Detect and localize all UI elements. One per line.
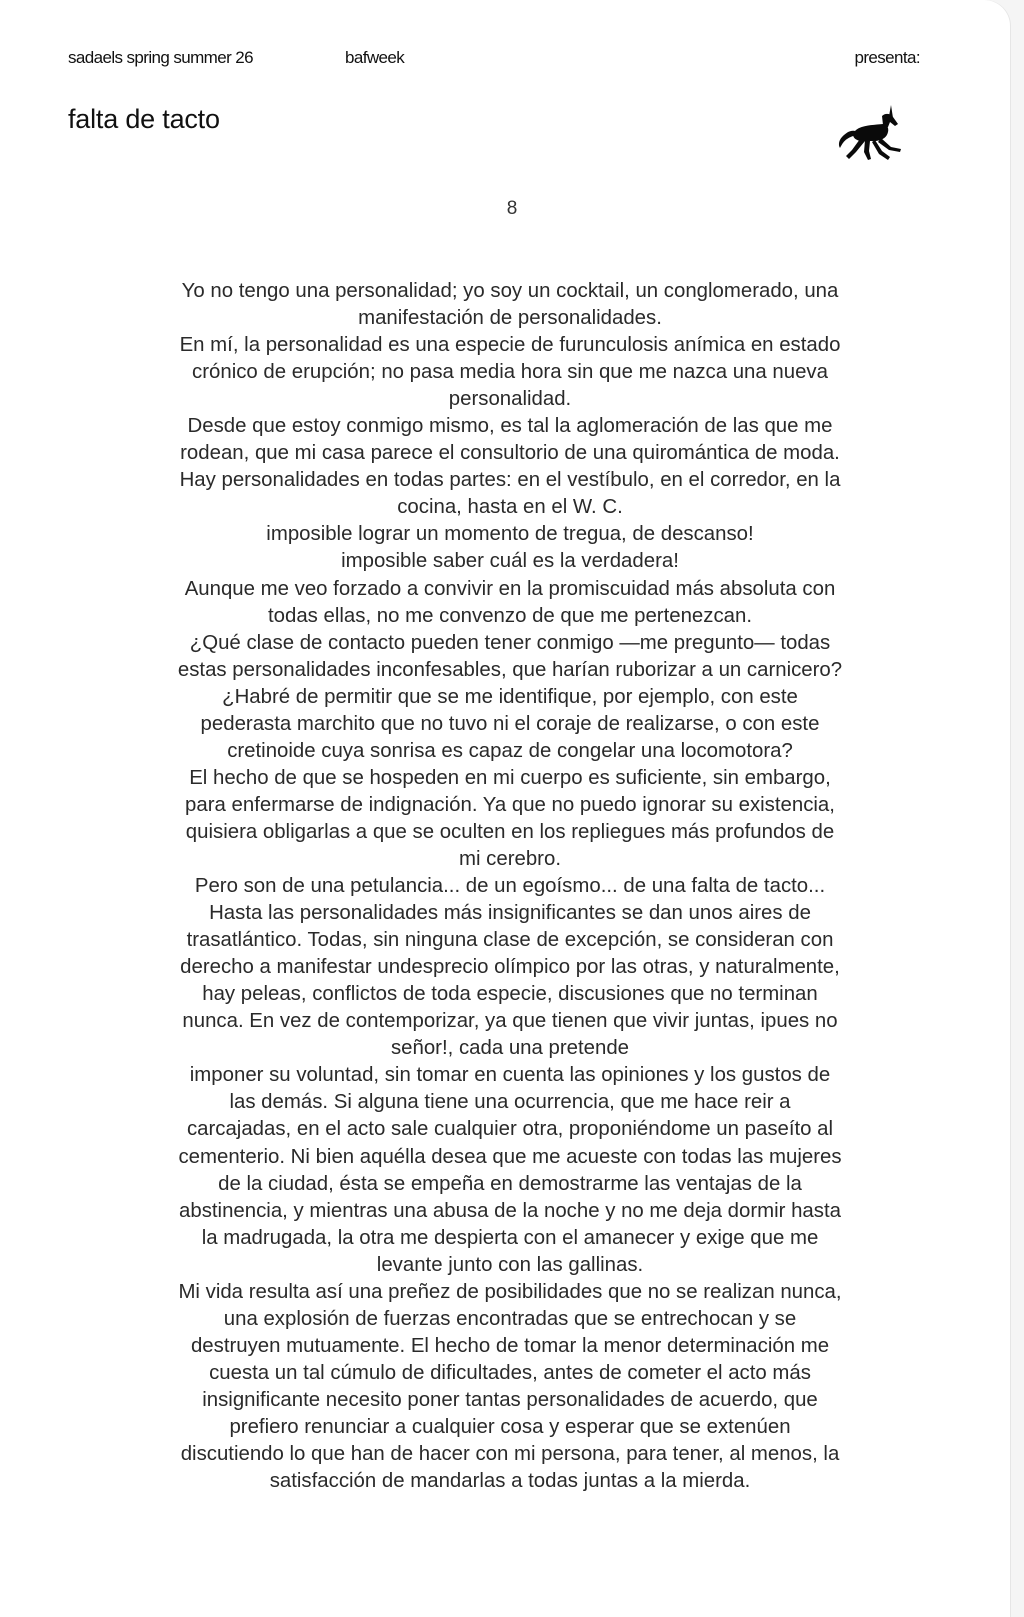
text-line: rodean, que mi casa parece el consultorio de una quiromántica de moda.	[180, 442, 840, 465]
text-line: ¿Habré de permitir que se me identifique, por ejemplo, con este	[222, 685, 798, 708]
text-line: pederasta marchito que no tuvo ni el coraje de realizarse, o con este	[200, 712, 820, 735]
text-line: mi cerebro.	[459, 847, 561, 870]
text-line: cretinoide cuya sonrisa es capaz de congelar una locomotora?	[227, 739, 793, 762]
text-line: quisiera obligarlas a que se oculten en los repliegues más profundos de	[185, 820, 835, 843]
presenta-label: presenta:	[854, 48, 920, 67]
text-line: crónico de erupción; no pasa media hora sin que me nazca una nueva	[192, 361, 828, 384]
text-line: levante junto con las gallinas.	[376, 1253, 644, 1276]
text-line: personalidad.	[448, 388, 572, 411]
event-label: bafweek	[345, 48, 405, 67]
page-number: 8	[506, 198, 518, 219]
text-line: las demás. Si alguna tiene una ocurrencia, que me hace reir a	[229, 1091, 791, 1114]
text-line: imposible lograr un momento de tregua, de descanso!	[266, 523, 754, 546]
text-line: Aunque me veo forzado a convivir en la promiscuidad más absoluta con	[184, 577, 836, 600]
text-line: abstinencia, y mientras una abusa de la noche y no me deja dormir hasta	[179, 1199, 841, 1222]
text-line: estas personalidades inconfesables, que harían ruborizar a un carnicero?	[177, 658, 843, 681]
text-line: cocina, hasta en el W. C.	[397, 496, 623, 519]
text-line: destruyen mutuamente. El hecho de tomar la menor determinación me	[190, 1334, 830, 1357]
text-line: cementerio. Ni bien aquélla desea que me acueste con todas las mujeres	[178, 1145, 842, 1168]
text-line: El hecho de que se hospeden en mi cuerpo es suficiente, sin embargo,	[189, 766, 831, 789]
text-line: imponer su voluntad, sin tomar en cuenta las opiniones y los gustos de	[189, 1064, 831, 1087]
document-title: falta de tacto	[68, 104, 220, 134]
unicorn-icon	[838, 104, 908, 162]
text-line: satisfacción de mandarlas a todas juntas a la mierda.	[269, 1470, 751, 1493]
text-line: hay peleas, conflictos de toda especie, discusiones que no terminan	[202, 983, 818, 1006]
text-line: para enfermarse de indignación. Ya que no puedo ignorar su existencia,	[185, 793, 835, 816]
text-line: de la ciudad, ésta se empeña en demostrarme las ventajas de la	[218, 1172, 802, 1195]
text-line: Desde que estoy conmigo mismo, es tal la aglomeración de las que me	[187, 415, 833, 438]
text-line: cuesta un tal cúmulo de dificultades, antes de cometer el acto más	[209, 1361, 811, 1384]
text-line: ¿Qué clase de contacto pueden tener conmigo —me pregunto— todas	[189, 631, 831, 654]
text-line: Hasta las personalidades más insignificantes se dan unos aires de	[209, 902, 811, 925]
page-header	[68, 48, 920, 72]
text-line: En mí, la personalidad es una especie de furunculosis anímica en estado	[179, 334, 841, 357]
text-line: la madrugada, la otra me despierta con el amanecer y exige que me	[201, 1226, 819, 1249]
body-text	[125, 278, 895, 1495]
text-line: Mi vida resulta así una preñez de posibilidades que no se realizan nunca,	[178, 1280, 842, 1303]
text-line: una explosión de fuerzas encontradas que se entrechocan y se	[223, 1307, 797, 1330]
text-line: carcajadas, en el acto sale cualquier otra, proponiéndome un paseíto al	[186, 1118, 834, 1141]
text-line: señor!, cada una pretende	[390, 1037, 630, 1060]
text-line: derecho a manifestar undesprecio olímpico por las otras, y naturalmente,	[180, 956, 840, 979]
text-line: todas ellas, no me convenzo de que me pertenezcan.	[267, 604, 753, 627]
text-line: Hay personalidades en todas partes: en el vestíbulo, en el corredor, en la	[179, 469, 841, 492]
text-line: Pero son de una petulancia... de un egoísmo... de una falta de tacto...	[194, 875, 826, 898]
text-line: manifestación de personalidades.	[358, 307, 662, 330]
text-line: insignificante necesito poner tantas personalidades de acuerdo, que	[202, 1388, 818, 1411]
text-line: imposible saber cuál es la verdadera!	[341, 550, 679, 573]
text-line: Yo no tengo una personalidad; yo soy un cocktail, un conglomerado, una	[181, 280, 839, 302]
text-line: discutiendo lo que han de hacer con mi persona, para tener, al menos, la	[180, 1443, 840, 1466]
brand-label: sadaels spring summer 26	[68, 48, 253, 67]
text-line: nunca. En vez de contemporizar, ya que tienen que vivir juntas, ipues no	[182, 1010, 838, 1033]
text-line: trasatlántico. Todas, sin ninguna clase de excepción, se consideran con	[186, 929, 834, 952]
text-line: prefiero renunciar a cualquier cosa y esperar que se extenúen	[229, 1415, 791, 1438]
